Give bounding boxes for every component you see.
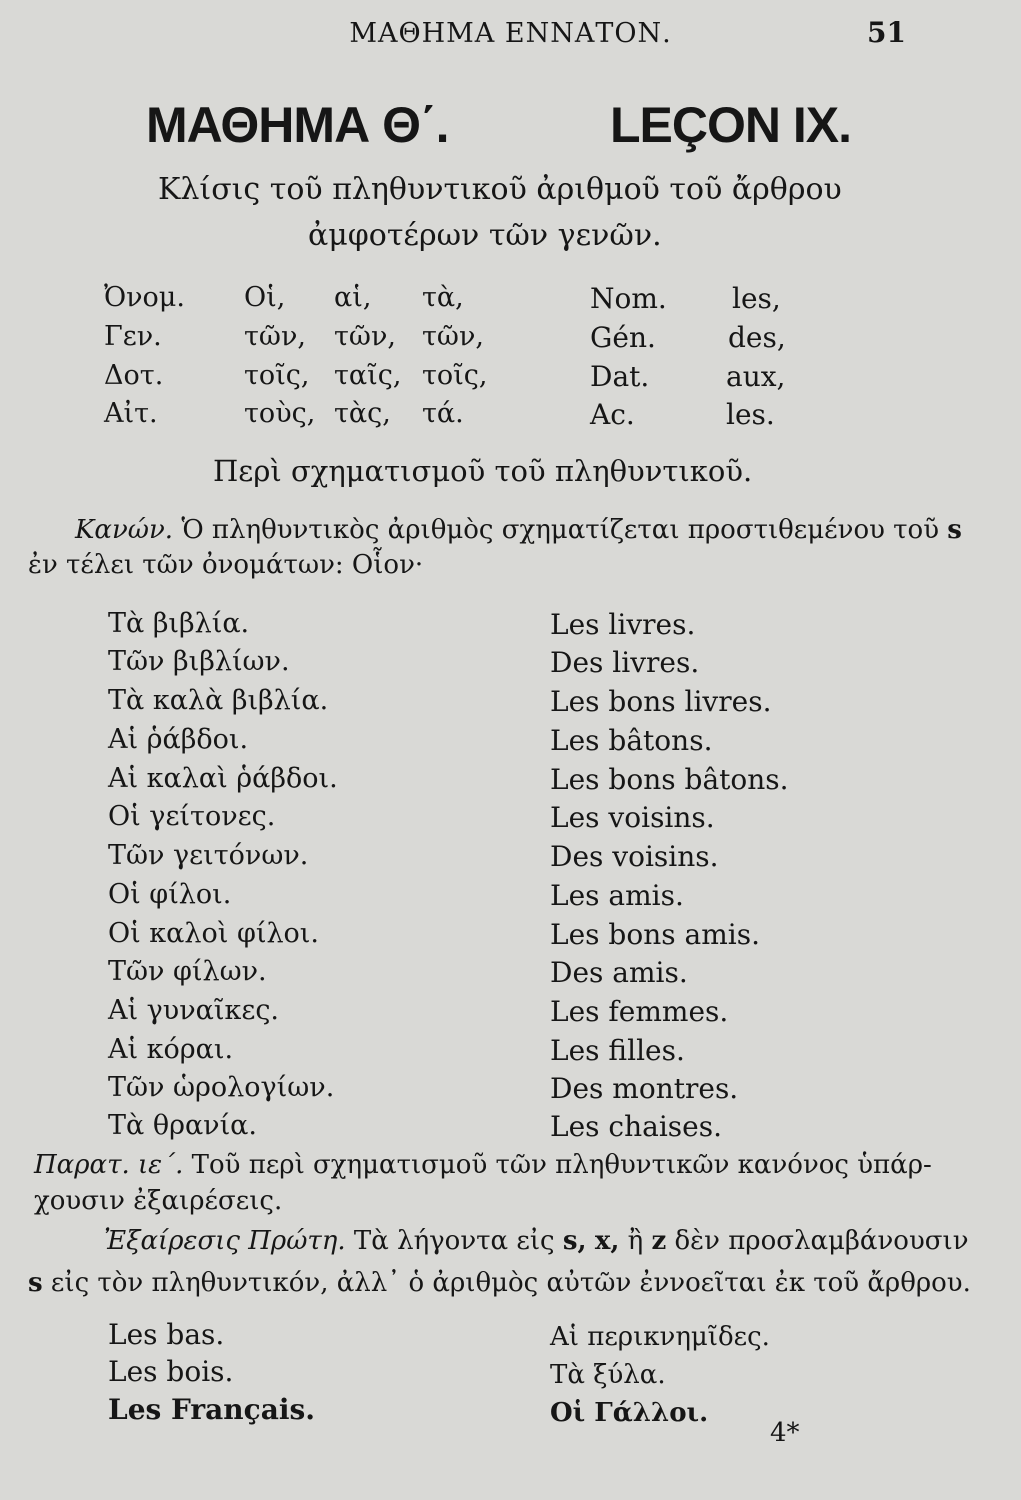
- french-example: Les voisins.: [550, 801, 715, 834]
- french-example: Des voisins.: [550, 840, 719, 873]
- exception-letter-s: s: [28, 1268, 43, 1298]
- french-article: aux,: [726, 360, 786, 393]
- french-example: Les bons amis.: [550, 918, 760, 951]
- greek-example: Τὰ θρανία.: [108, 1110, 258, 1141]
- greek-example: Τῶν βιβλίων.: [108, 646, 290, 677]
- exception-text-a: Τὰ λήγοντα εἰς: [353, 1226, 555, 1256]
- masculine-article: τῶν,: [244, 321, 306, 352]
- french-article: des,: [728, 321, 786, 354]
- greek-example: Τὰ βιβλία.: [108, 608, 250, 639]
- french-example: Les femmes.: [550, 995, 729, 1028]
- exception-letter-s: s,: [562, 1226, 587, 1256]
- case-label: Γεν.: [104, 321, 162, 352]
- note-text: Τοῦ περὶ σχηματισμοῦ τῶν πληθυντικῶν κανόνος ὑπάρ-: [191, 1150, 932, 1180]
- french-example: Les bons livres.: [550, 685, 772, 718]
- greek-example: Τῶν γειτόνων.: [108, 840, 309, 871]
- greek-example: Αἱ γυναῖκες.: [108, 995, 280, 1026]
- feminine-article: ταῖς,: [334, 360, 402, 391]
- masculine-article: Οἱ,: [244, 282, 286, 313]
- exception-letter-x: x,: [594, 1226, 620, 1256]
- rule-letter: s: [947, 515, 962, 545]
- greek-example: Τῶν ὡρολογίων.: [108, 1072, 335, 1103]
- neuter-article: τῶν,: [422, 321, 484, 352]
- french-example: Les chaises.: [550, 1110, 723, 1143]
- french-example: Les bâtons.: [550, 724, 713, 757]
- feminine-article: τὰς,: [334, 398, 391, 429]
- french-case-label: Nom.: [590, 282, 667, 315]
- greek-example: Αἱ κόραι.: [108, 1034, 234, 1065]
- exception-text-b: δὲν προσλαμβάνουσιν: [674, 1226, 969, 1256]
- case-label: Δοτ.: [104, 360, 164, 391]
- french-example: Les amis.: [550, 879, 684, 912]
- masculine-article: τοὺς,: [244, 398, 316, 429]
- note-label: Παρατ. ιε΄.: [34, 1150, 184, 1180]
- exception-text-c: εἰς τὸν πληθυντικόν, ἀλλ᾽ ὁ ἀριθμὸς αὐτῶν ἐννοεῖται ἐκ τοῦ ἄρθρου.: [50, 1268, 971, 1298]
- case-label: Αἰτ.: [104, 398, 158, 429]
- greek-example: Οἱ γείτονες.: [108, 801, 276, 832]
- running-title: ΜΑΘΗΜΑ ΕΝΝΑΤΟΝ.: [349, 18, 672, 49]
- page-number: 51: [867, 16, 906, 49]
- exception-line-2: [28, 1268, 971, 1298]
- french-case-label: Dat.: [590, 360, 650, 393]
- french-article: les.: [726, 398, 775, 431]
- french-example: Les Français.: [108, 1393, 315, 1426]
- feminine-article: αἱ,: [334, 282, 372, 313]
- exception-letter-z: z: [651, 1226, 667, 1256]
- signature-mark: 4*: [770, 1418, 800, 1448]
- greek-example: Αἱ ῥάβδοι.: [108, 724, 249, 755]
- french-case-label: Ac.: [590, 398, 635, 431]
- french-example: Les livres.: [550, 608, 696, 641]
- greek-example: Οἱ καλοὶ φίλοι.: [108, 918, 319, 949]
- feminine-article: τῶν,: [334, 321, 396, 352]
- case-label: Ὀνομ.: [104, 282, 185, 313]
- french-example: Les bas.: [108, 1318, 225, 1351]
- rule-text: Ὁ πληθυντικὸς ἀριθμὸς σχηματίζεται προστιθεμένου τοῦ: [181, 515, 940, 545]
- french-example: Les bons bâtons.: [550, 763, 789, 796]
- exception-line-1: [104, 1226, 969, 1256]
- greek-example: Αἱ περικνημῖδες.: [550, 1322, 770, 1352]
- rule-label: Κανών.: [75, 515, 174, 545]
- greek-example: Οἱ φίλοι.: [108, 879, 232, 910]
- neuter-article: τὰ,: [422, 282, 464, 313]
- rule-line-1: [75, 515, 962, 545]
- french-case-label: Gén.: [590, 321, 656, 354]
- section-title: Περὶ σχηματισμοῦ τοῦ πληθυντικοῦ.: [213, 454, 753, 488]
- note-line-1: [34, 1150, 932, 1180]
- neuter-article: τοῖς,: [422, 360, 488, 391]
- greek-example: Τῶν φίλων.: [108, 956, 267, 987]
- french-example: Des amis.: [550, 956, 688, 989]
- french-example: Les bois.: [108, 1355, 234, 1388]
- french-example: Des montres.: [550, 1072, 739, 1105]
- french-example: Les filles.: [550, 1034, 685, 1067]
- masculine-article: τοῖς,: [244, 360, 310, 391]
- greek-example: Οἱ Γάλλοι.: [550, 1398, 709, 1428]
- greek-example: Τὰ ξύλα.: [550, 1360, 666, 1390]
- neuter-article: τά.: [422, 398, 464, 429]
- greek-example: Αἱ καλαὶ ῥάβδοι.: [108, 763, 338, 794]
- subtitle-line-2: ἀμφοτέρων τῶν γενῶν.: [308, 218, 662, 253]
- exception-label: Ἐξαίρεσις Πρώτη.: [104, 1226, 346, 1256]
- lesson-heading-greek: ΜΑΘΗΜΑ Θ΄.: [146, 97, 449, 153]
- note-line-2: χουσιν ἐξαιρέσεις.: [34, 1186, 283, 1216]
- exception-conjunction: ἢ: [627, 1226, 644, 1256]
- french-article: les,: [732, 282, 781, 315]
- french-example: Des livres.: [550, 646, 700, 679]
- greek-example: Τὰ καλὰ βιβλία.: [108, 685, 329, 716]
- subtitle-line-1: Κλίσις τοῦ πληθυντικοῦ ἀριθμοῦ τοῦ ἄρθρου: [158, 172, 842, 207]
- rule-line-2: ἐν τέλει τῶν ὀνομάτων: Οἷον·: [28, 550, 424, 580]
- lesson-heading-french: LEÇON IX.: [610, 97, 852, 153]
